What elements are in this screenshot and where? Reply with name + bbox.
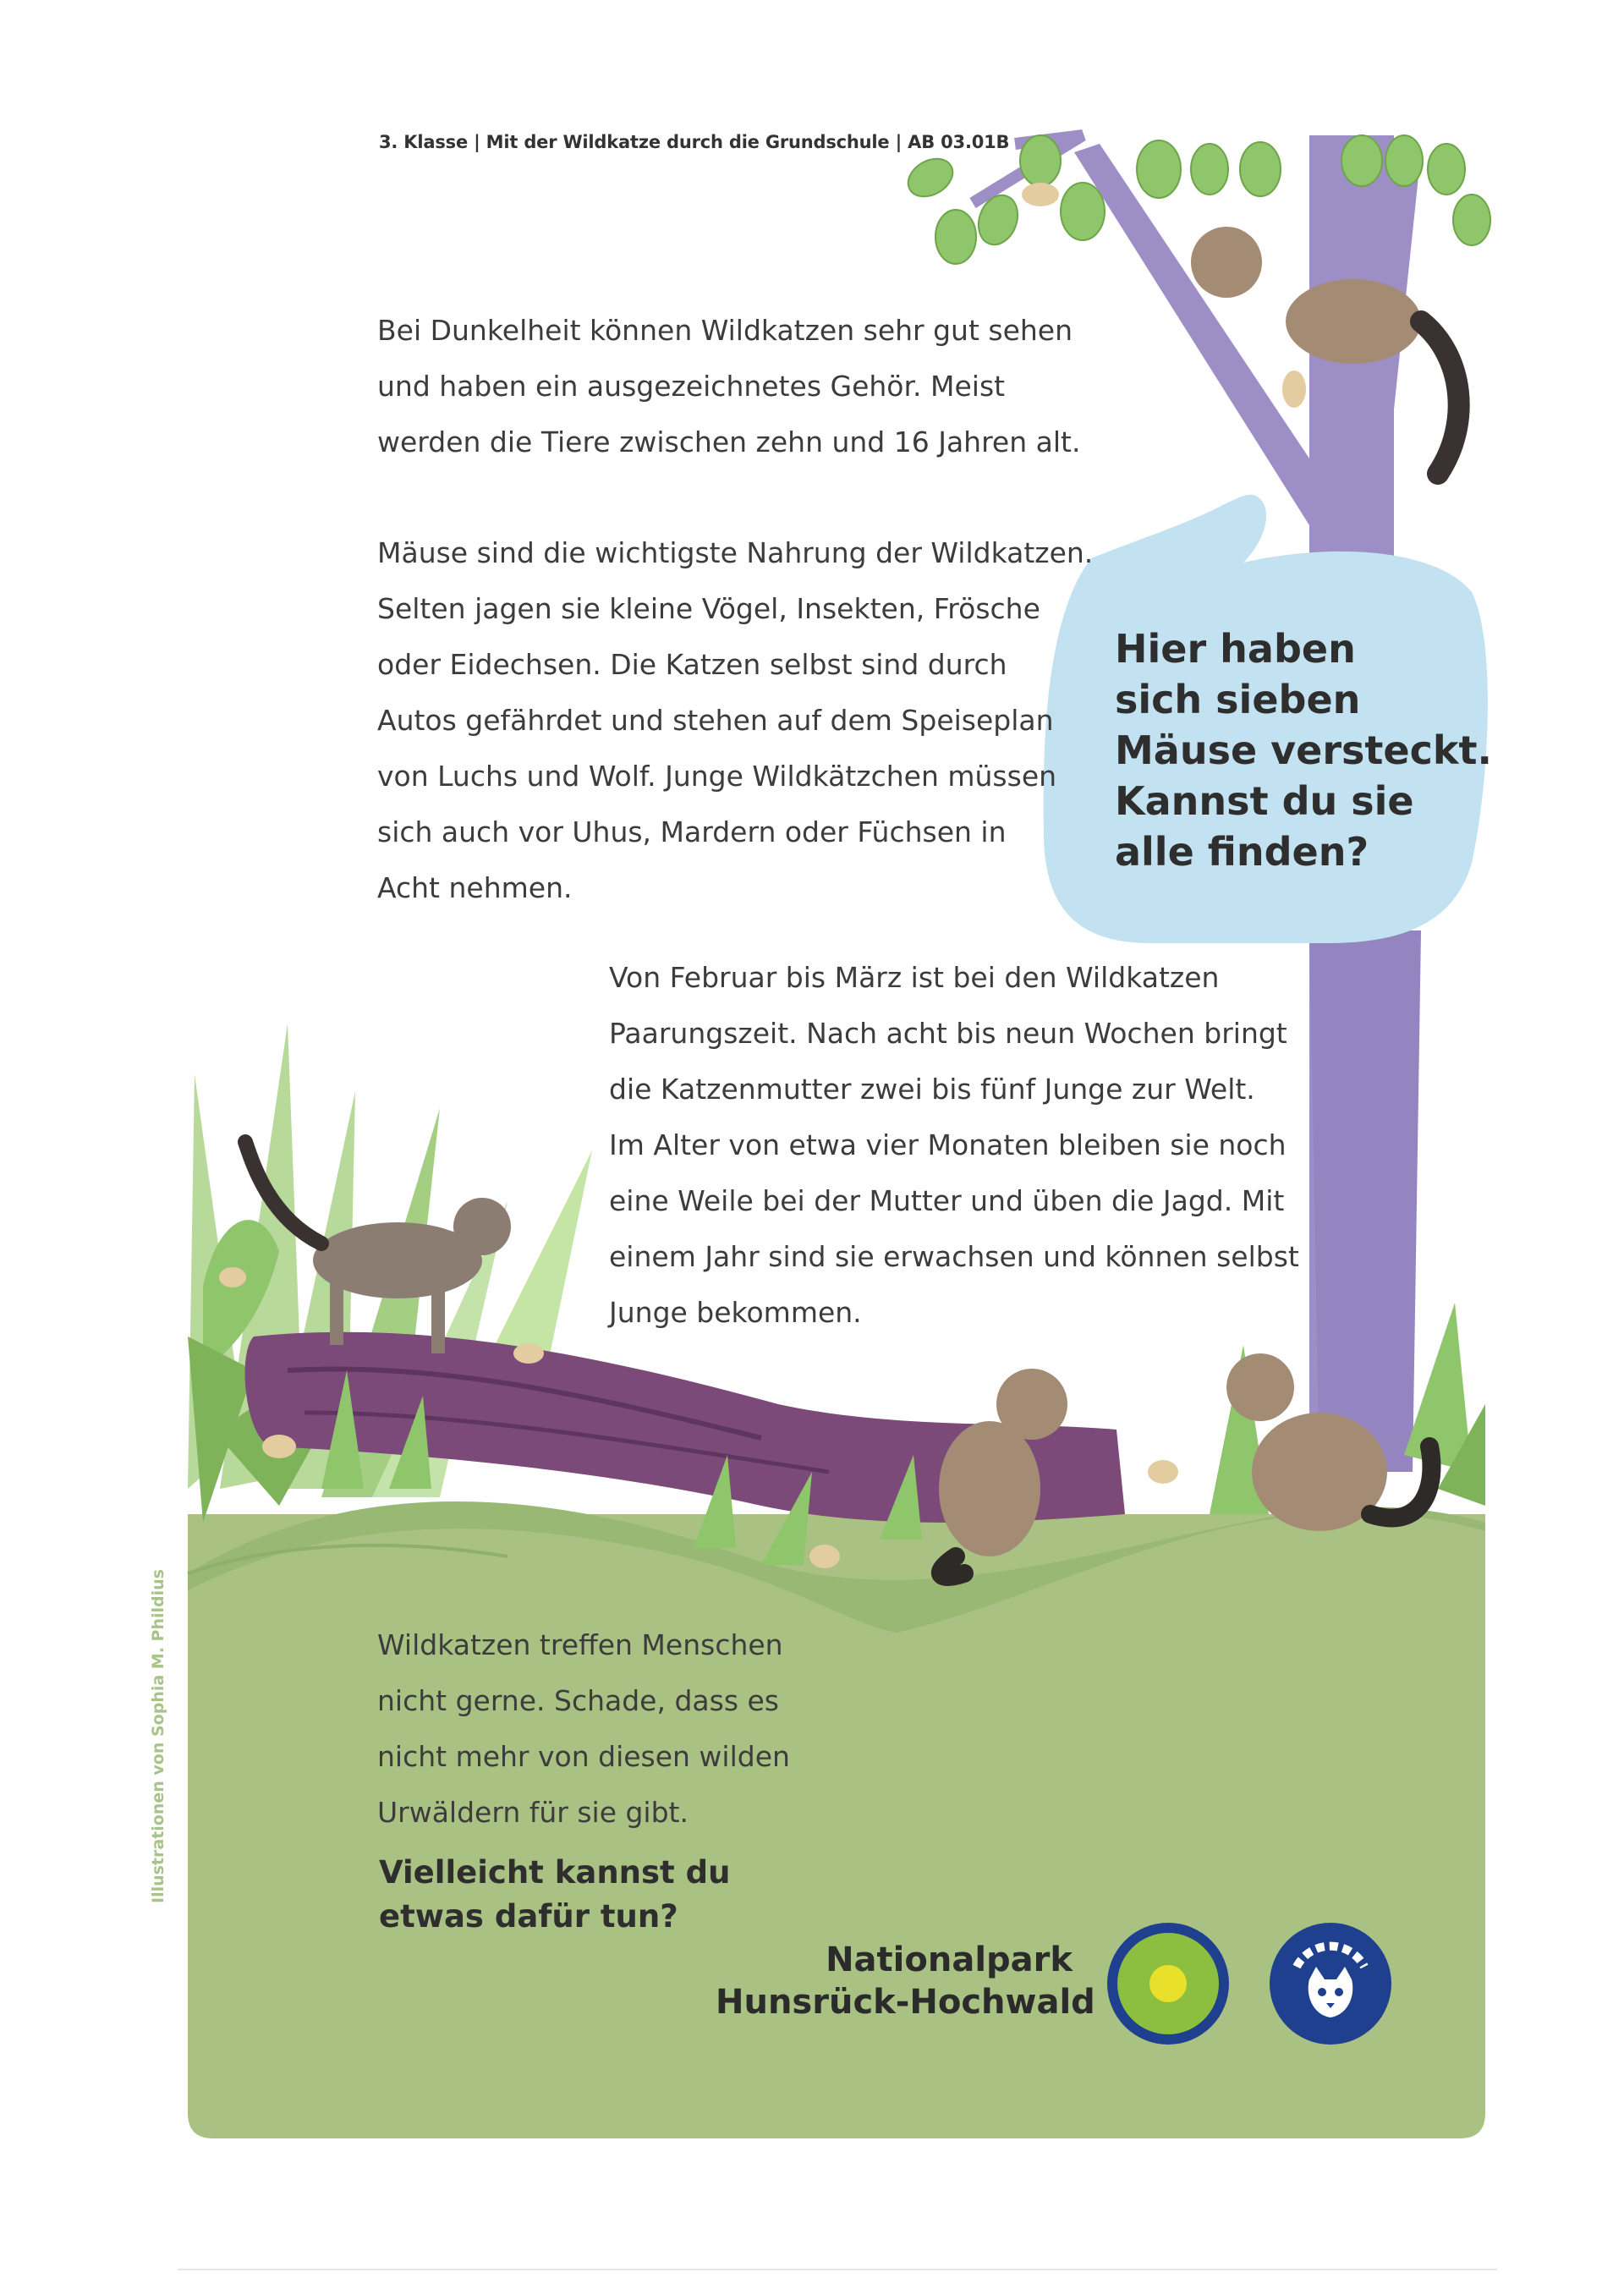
paragraph-line: einem Jahr sind sie erwachsen und können selbst [609, 1240, 1299, 1273]
brand-line: Nationalpark [826, 1940, 1073, 1979]
paragraph-line: nicht gerne. Schade, dass es [377, 1684, 780, 1717]
paragraph-line: Acht nehmen. [377, 871, 573, 904]
cta-line: Vielleicht kannst du [379, 1854, 731, 1891]
paragraph-humans [377, 1617, 790, 1841]
paragraph-line: Bei Dunkelheit können Wildkatzen sehr gut sehen [377, 314, 1073, 347]
paragraph-mating [609, 950, 1299, 1341]
paragraph-line: Autos gefährdet und stehen auf dem Speiseplan [377, 704, 1054, 737]
nationalpark-sun-logo [1105, 1920, 1232, 2047]
wildcat-logo [1267, 1920, 1394, 2047]
bubble-line: Hier haben [1115, 626, 1356, 672]
worksheet-header: 3. Klasse | Mit der Wildkatze durch die Grundschule | AB 03.01B [379, 132, 1010, 152]
paragraph-line: nicht mehr von diesen wilden [377, 1740, 790, 1773]
illustration-credit: Illustrationen von Sophia M. Phildius [149, 1569, 167, 1903]
paragraph-line: Mäuse sind die wichtigste Nahrung der Wildkatzen. [377, 536, 1094, 569]
paragraph-line: sich auch vor Uhus, Mardern oder Füchsen in [377, 815, 1007, 848]
bubble-question [1115, 623, 1492, 877]
brand-name [716, 1939, 1095, 2023]
paragraph-line: und haben ein ausgezeichnetes Gehör. Meist [377, 370, 1006, 403]
brand-line: Hunsrück-Hochwald [716, 1983, 1095, 2022]
paragraph-senses [377, 303, 1080, 470]
page-footer-rule [178, 2269, 1497, 2270]
paragraph-line: eine Weile bei der Mutter und üben die Jagd. Mit [609, 1184, 1285, 1217]
paragraph-line: Im Alter von etwa vier Monaten bleiben sie noch [609, 1128, 1287, 1161]
paragraph-line: Selten jagen sie kleine Vögel, Insekten, Frösche [377, 592, 1040, 625]
paragraph-line: Urwäldern für sie gibt. [377, 1796, 689, 1829]
paragraph-line: Wildkatzen treffen Menschen [377, 1628, 783, 1661]
bubble-line: alle finden? [1115, 829, 1369, 875]
paragraph-food [377, 525, 1093, 916]
bubble-line: sich sieben [1115, 677, 1361, 722]
bubble-line: Mäuse versteckt. [1115, 727, 1492, 773]
bubble-line: Kannst du sie [1115, 778, 1414, 824]
paragraph-line: Von Februar bis März ist bei den Wildkatzen [609, 961, 1220, 994]
paragraph-line: Junge bekommen. [609, 1296, 862, 1329]
paragraph-line: die Katzenmutter zwei bis fünf Junge zur Welt. [609, 1073, 1255, 1106]
paragraph-line: oder Eidechsen. Die Katzen selbst sind durch [377, 648, 1007, 681]
paragraph-line: Paarungszeit. Nach acht bis neun Wochen bringt [609, 1017, 1287, 1050]
call-to-action [379, 1851, 730, 1939]
cta-line: etwas dafür tun? [379, 1898, 678, 1935]
paragraph-line: werden die Tiere zwischen zehn und 16 Jahren alt. [377, 425, 1081, 458]
paragraph-line: von Luchs und Wolf. Junge Wildkätzchen müssen [377, 760, 1057, 793]
